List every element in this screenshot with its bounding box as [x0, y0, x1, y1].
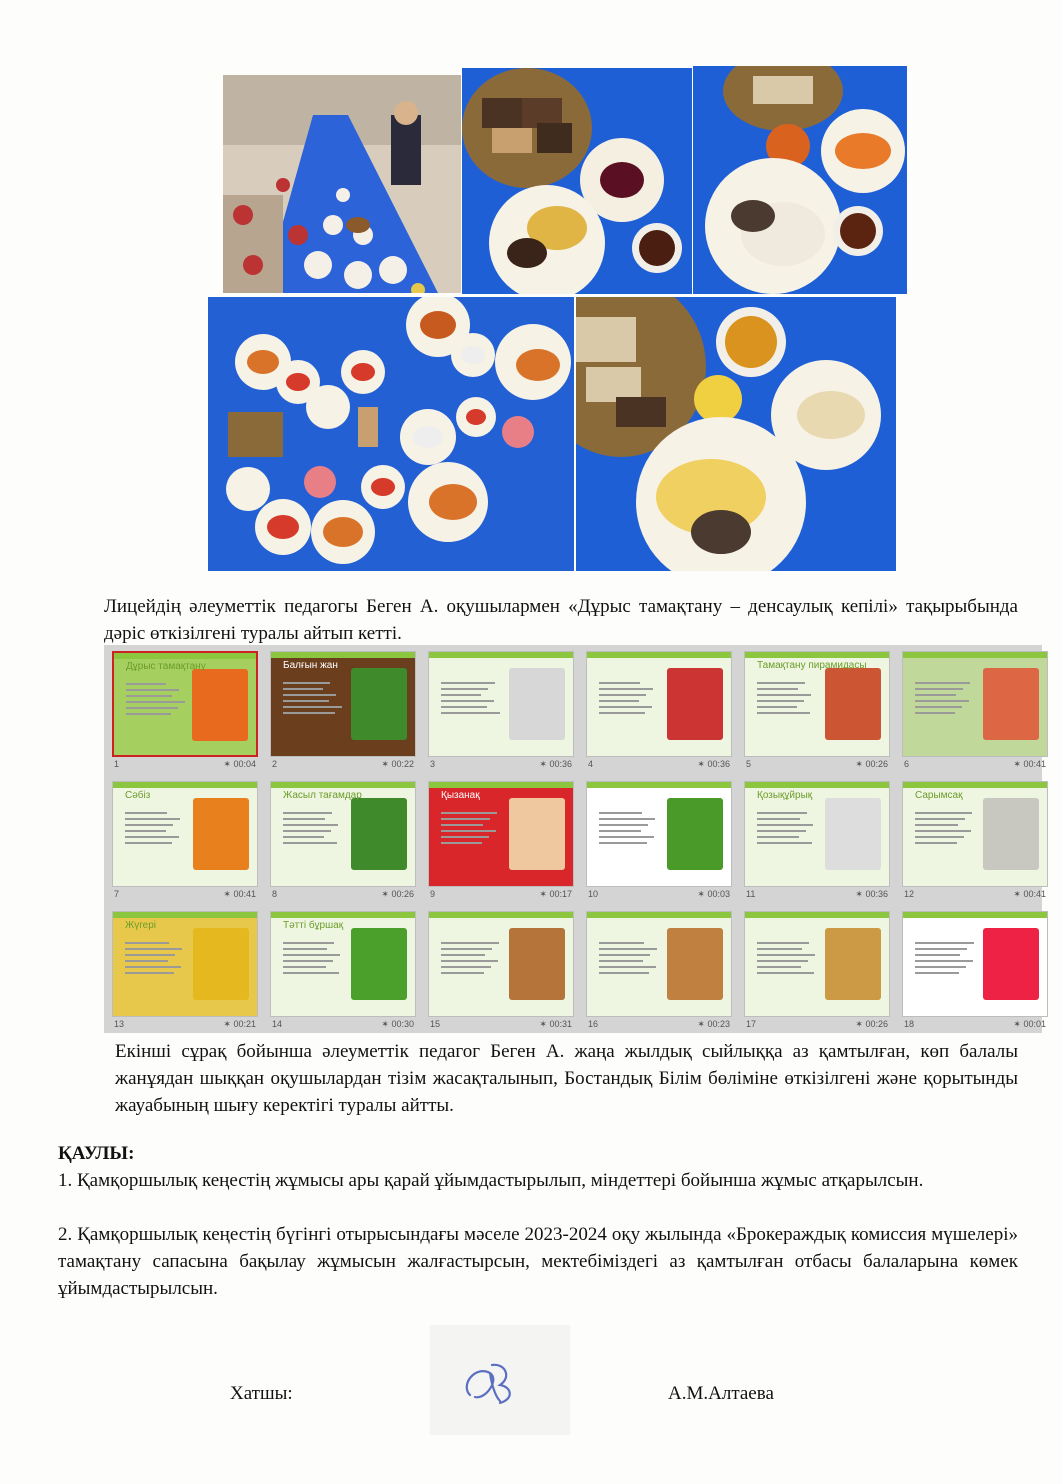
slide-timing: ✶ 00:26	[381, 889, 414, 899]
slide-preview	[270, 651, 416, 757]
slide-preview	[112, 651, 258, 757]
slide-number: 5	[746, 759, 752, 769]
slide-preview	[586, 651, 732, 757]
slide-thumbnail[interactable]	[586, 651, 732, 773]
slide-preview	[744, 651, 890, 757]
slide-timing: ✶ 00:41	[1013, 889, 1046, 899]
slide-thumbnail[interactable]	[270, 781, 416, 903]
slide-preview	[902, 651, 1048, 757]
slide-preview	[270, 781, 416, 887]
slide-thumbnail[interactable]	[586, 911, 732, 1033]
slide-title: Сарымсақ	[915, 790, 963, 801]
slide-preview	[902, 781, 1048, 887]
slide-preview	[270, 911, 416, 1017]
table-many-plates-photo	[208, 297, 574, 571]
slide-number: 8	[272, 889, 278, 899]
slide-thumbnail[interactable]	[902, 911, 1048, 1033]
slide-thumbnail[interactable]	[586, 781, 732, 903]
slide-thumbnail[interactable]	[902, 781, 1048, 903]
resolution-item-1: 1. Қамқоршылық кеңестің жұмысы ары қарай ұйымдастырылып, міндеттері бойынша жұмыс атқарылсын.	[58, 1170, 924, 1191]
slide-timing: ✶ 00:41	[1013, 759, 1046, 769]
slide-timing: ✶ 00:36	[697, 759, 730, 769]
slide-preview	[112, 911, 258, 1017]
slide-number: 2	[272, 759, 278, 769]
slide-title: Сәбіз	[125, 790, 151, 801]
slide-number: 18	[904, 1019, 915, 1029]
meal-photo-bread-beet	[462, 68, 692, 294]
slide-number: 10	[588, 889, 599, 899]
slide-title: Балғын жан	[283, 660, 338, 671]
slide-title: Дұрыс тамақтану	[126, 661, 206, 672]
gift-list-paragraph: Екінші сұрақ бойынша әлеуметтік педагог Беген А. жаңа жылдық сыйлыққа аз қамтылған, көп балалы жанұядан шыққан оқушылардан тізім жасақталынып, Бостандық Білім бөліміне өткізілгені және қорытынды жауабының шығу керектігі туралы айтты.	[115, 1041, 1018, 1116]
slide-number: 14	[272, 1019, 283, 1029]
slide-number: 11	[746, 889, 756, 899]
resolution-item-2: 2. Қамқоршылық кеңестің бүгінгі отырысындағы мәселе 2023-2024 оқу жылында «Брокераждық комиссия мүшелері» тамақтану сапасына бақылау жұмысын жалғастырсын, мектебіміздегі аз қамтылған отбасы балаларына көмек ұйымдастырылсын.	[58, 1224, 1018, 1299]
slide-preview	[902, 911, 1048, 1017]
slide-timing: ✶ 00:04	[223, 759, 256, 769]
slide-thumbnail[interactable]	[744, 781, 890, 903]
slide-preview	[744, 781, 890, 887]
slide-sorter-panel	[104, 645, 1046, 1033]
slide-number: 6	[904, 759, 910, 769]
slide-timing: ✶ 00:26	[855, 759, 888, 769]
slide-thumbnail[interactable]	[428, 781, 574, 903]
slide-title: Қозықұйрық	[757, 790, 813, 801]
signature-role: Хатшы:	[230, 1383, 293, 1404]
resolution-heading: ҚАУЛЫ:	[58, 1143, 135, 1164]
slide-thumbnail[interactable]	[428, 651, 574, 773]
slide-title: Жүгері	[125, 920, 157, 931]
slide-title: Жасыл тағамдар	[283, 790, 362, 801]
slide-timing: ✶ 00:26	[855, 1019, 888, 1029]
slide-preview	[586, 781, 732, 887]
slide-timing: ✶ 00:23	[697, 1019, 730, 1029]
slide-number: 9	[430, 889, 436, 899]
slide-thumbnail[interactable]	[744, 911, 890, 1033]
slide-number: 12	[904, 889, 915, 899]
lecture-paragraph: Лицейдің әлеуметтік педагогы Беген А. оқушылармен «Дұрыс тамақтану – денсаулық кепілі» тақырыбында дәріс өткізілгені туралы айтып кетті.	[104, 596, 1018, 644]
slide-timing: ✶ 00:36	[855, 889, 888, 899]
meal-photo-mash-cutlet	[576, 297, 896, 571]
slide-timing: ✶ 00:21	[223, 1019, 256, 1029]
canteen-table-photo	[223, 75, 461, 293]
slide-thumbnail[interactable]	[428, 911, 574, 1033]
handwritten-signature	[430, 1325, 570, 1435]
slide-number: 13	[114, 1019, 125, 1029]
slide-timing: ✶ 00:30	[381, 1019, 414, 1029]
slide-timing: ✶ 00:36	[539, 759, 572, 769]
slide-thumbnail[interactable]	[112, 651, 258, 773]
signatory-name: А.М.Алтаева	[668, 1383, 774, 1404]
slide-timing: ✶ 00:01	[1013, 1019, 1046, 1029]
slide-thumbnail[interactable]	[270, 911, 416, 1033]
slide-preview	[586, 911, 732, 1017]
slide-preview	[428, 911, 574, 1017]
slide-number: 17	[746, 1019, 757, 1029]
slide-number: 1	[114, 759, 120, 769]
slide-thumbnail[interactable]	[744, 651, 890, 773]
slide-number: 4	[588, 759, 594, 769]
meal-photo-rice-apple	[693, 66, 907, 294]
slide-timing: ✶ 00:17	[539, 889, 572, 899]
slide-title: Тамақтану пирамидасы	[757, 660, 867, 671]
slide-timing: ✶ 00:41	[223, 889, 256, 899]
slide-timing: ✶ 00:22	[381, 759, 414, 769]
slide-timing: ✶ 00:31	[539, 1019, 572, 1029]
slide-timing: ✶ 00:03	[697, 889, 730, 899]
slide-title: Тәтті бұршақ	[283, 920, 344, 931]
slide-thumbnail[interactable]	[112, 781, 258, 903]
slide-number: 15	[430, 1019, 441, 1029]
slide-preview	[112, 781, 258, 887]
slide-preview	[744, 911, 890, 1017]
slide-preview	[428, 651, 574, 757]
slide-thumbnail[interactable]	[902, 651, 1048, 773]
slide-number: 16	[588, 1019, 599, 1029]
slide-thumbnail[interactable]	[112, 911, 258, 1033]
slide-preview	[428, 781, 574, 887]
slide-thumbnail[interactable]	[270, 651, 416, 773]
slide-title: Қызанақ	[441, 790, 480, 801]
slide-number: 3	[430, 759, 436, 769]
slide-number: 7	[114, 889, 120, 899]
